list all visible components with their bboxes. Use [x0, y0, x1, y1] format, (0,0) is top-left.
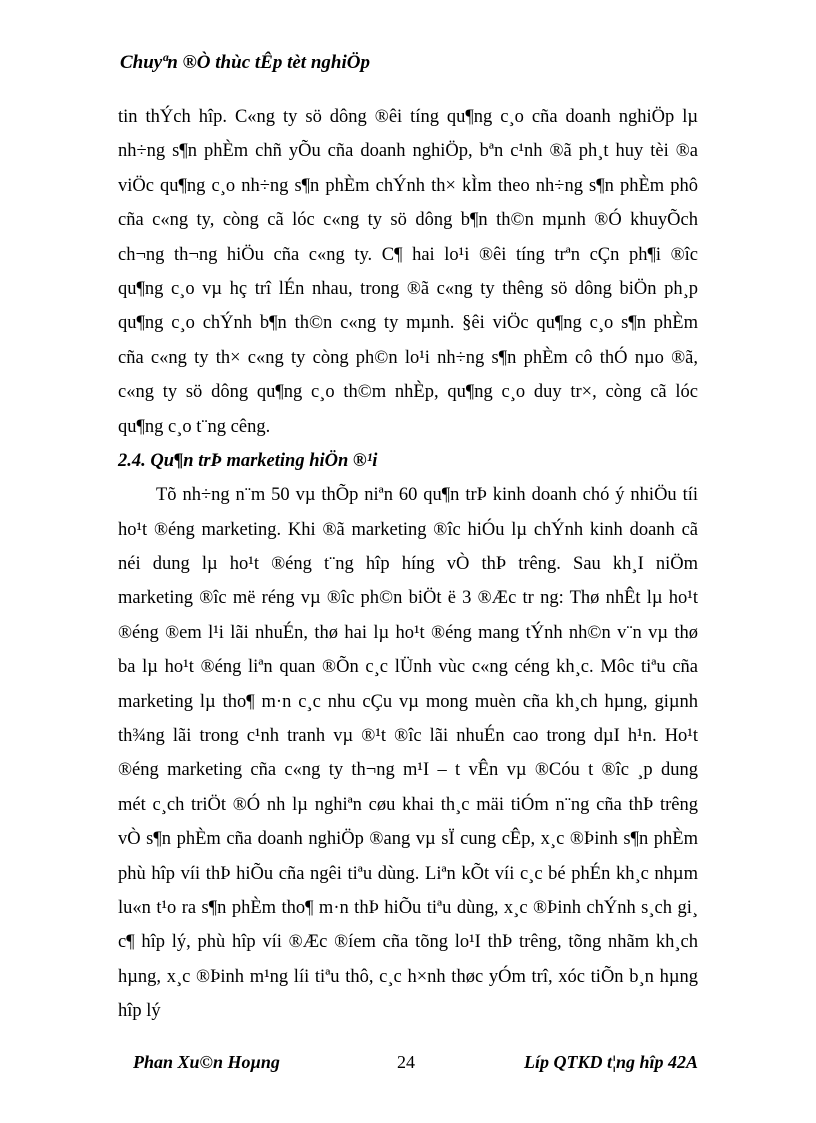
text-line: hµng, x¸c ®Þinh m¹ng líi tiªu thô, c¸c h×nh thøc yÓm trî, xóc tiÕn b¸n hµng	[118, 966, 698, 987]
text-line: ®éng marketing cña c«ng ty th¬ng m¹I – t vÊn vµ ®Cóu t ®îc ¸p dung	[118, 760, 698, 781]
text-line: ba lµ ho¹t ®éng liªn quan ®Õn c¸c lÜnh vùc c«ng céng kh¸c. Môc tiªu cña	[118, 657, 698, 678]
body-text	[118, 100, 698, 1029]
text-line: qu¶ng c¸o chÝnh b¶n th©n c«ng ty mµnh. §êi viÖc qu¶ng c¸o s¶n phÈm	[118, 313, 698, 334]
paragraph-1	[118, 100, 698, 444]
text-line: qu¶ng c¸o vµ hç trî lÉn nhau, trong ®ã c«ng ty thêng sö dông biÖn ph¸p	[118, 278, 698, 299]
text-line: marketing ®îc më réng vµ ®îc ph©n biÖt ë 3 ®Æc tr ng: Thø nhÊt lµ ho¹t	[118, 588, 698, 609]
text-line: viÖc qu¶ng c¸o nh÷ng s¶n phÈm chÝnh th× kÌm theo nh÷ng s¶n phÈm phô	[118, 175, 698, 196]
page-header-title: Chuyªn ®Ò thùc tÊp tèt nghiÖp	[120, 52, 370, 73]
text-line: c¶ hîp lý, phù hîp víi ®Æc ®íem cña tõng lo¹I thÞ trêng, tõng nhãm kh¸ch	[118, 932, 698, 953]
text-line: néi dung lµ ho¹t ®éng t¨ng hîp híng vÒ thÞ trêng. Sau kh¸I niÖm	[118, 554, 698, 575]
page-number: 24	[397, 1052, 415, 1072]
text-line: ho¹t ®éng marketing. Khi ®ã marketing ®îc hiÓu lµ chÝnh kinh doanh cã	[118, 519, 698, 540]
footer-class: Líp QTKD t¦ng hîp 42A	[524, 1052, 698, 1072]
text-line: cña c«ng ty th× c«ng ty còng ph©n lo¹i nh÷ng s¶n phÈm cô thÓ nµo ®ã,	[118, 347, 698, 368]
text-line: ®éng ®em l¹i lãi nhuÉn, thø hai lµ ho¹t ®éng mang tÝnh nh©n v¨n vµ thø	[118, 622, 698, 643]
text-line: marketing lµ tho¶ m·n c¸c nhu cÇu vµ mong muèn cña kh¸ch hµng, giµnh	[118, 691, 698, 712]
text-line: th¾ng lãi trong c¹nh tranh vµ ®¹t ®îc lãi nhuÉn cao trong dµI h¹n. Ho¹t	[118, 726, 698, 747]
text-line: Tõ nh÷ng n¨m 50 vµ thÕp niªn 60 qu¶n trÞ kinh doanh chó ý nhiÖu tíi	[156, 485, 698, 506]
text-line: hîp lý	[118, 1001, 161, 1022]
text-line: c«ng ty sö dông qu¶ng c¸o th©m nhÈp, qu¶ng c¸o duy tr×, còng cã lóc	[118, 382, 698, 403]
section-heading: 2.4. Qu¶n trÞ marketing hiÖn ®¹i	[118, 450, 378, 471]
text-line: qu¶ng c¸o t¨ng cêng.	[118, 416, 271, 437]
text-line: phù hîp víi thÞ hiÕu cña ngêi tiªu dùng. Liªn kÕt víi c¸c bé phÉn kh¸c nhµm	[118, 863, 698, 884]
text-line: nh÷ng s¶n phÈm chñ yÕu cña doanh nghiÖp, bªn c¹nh ®ã ph¸t huy tèi ®a	[118, 141, 698, 162]
text-line: cña c«ng ty, còng cã lóc c«ng ty sö dông b¶n th©n mµnh ®Ó khuyÕch	[118, 210, 698, 231]
footer-author: Phan Xu©n Hoµng	[133, 1052, 280, 1072]
text-line: tin thÝch hîp. C«ng ty sö dông ®êi tíng qu¶ng c¸o cña doanh nghiÖp lµ	[118, 107, 698, 127]
paragraph-2	[118, 478, 698, 1028]
text-line: mét c¸ch triÖt ®Ó nh lµ nghiªn cøu khai th¸c mäi tiÓm n¨ng cña thÞ trêng	[118, 794, 698, 815]
text-line: ch¬ng th¬ng hiÖu cña c«ng ty. C¶ hai lo¹i ®êi tíng trªn cÇn ph¶i ®îc	[118, 244, 698, 265]
text-line: vÒ s¶n phÈm cña doanh nghiÖp ®ang vµ sÏ cung cÊp, x¸c ®Þinh s¶n phÈm	[118, 829, 698, 850]
text-line: lu«n t¹o ra s¶n phÈm tho¶ m·n thÞ hiÕu tiªu dùng, x¸c ®Þinh chÝnh s¸ch gi¸	[118, 897, 698, 918]
